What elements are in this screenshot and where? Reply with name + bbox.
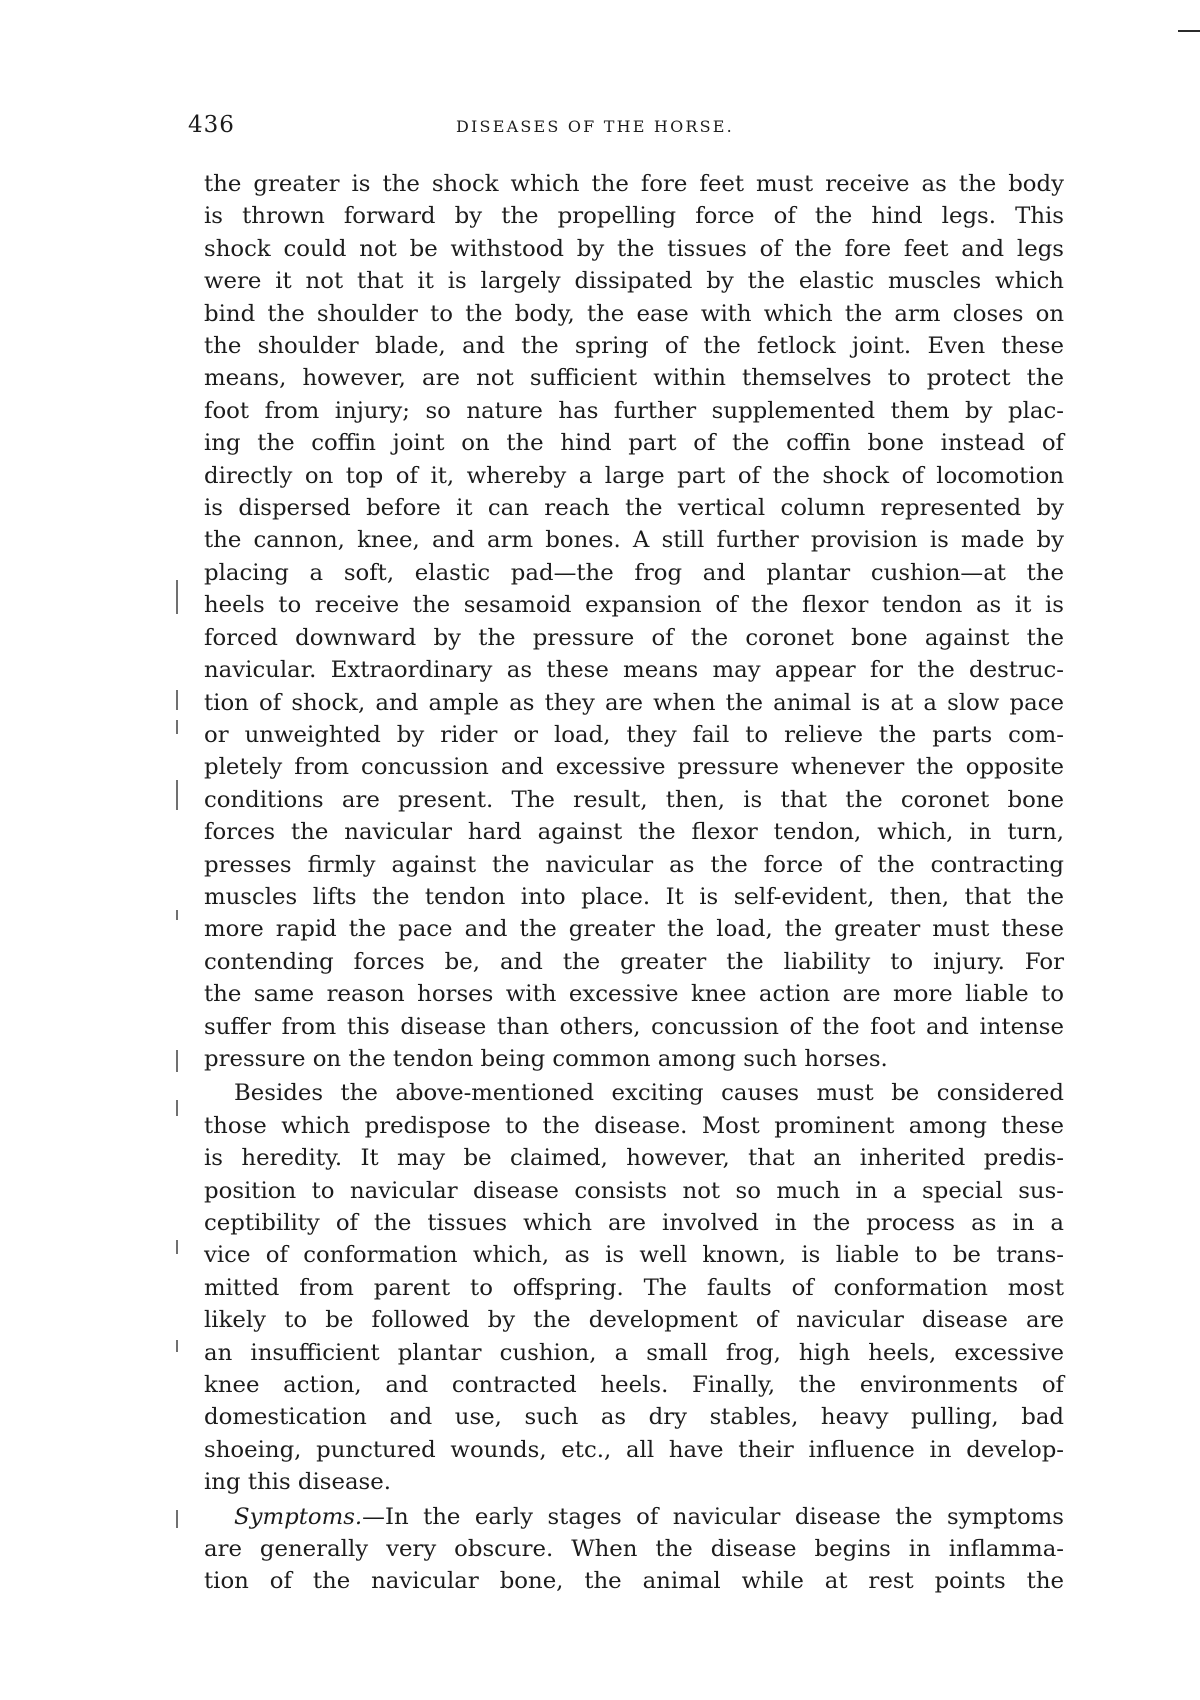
text-line: ing the coffin joint on the hind part of the coffin bone instead of	[204, 430, 1064, 457]
text-line: the cannon, knee, and arm bones. A still further provision is made by	[204, 527, 1064, 554]
page-number: 436	[188, 112, 235, 138]
text-line: suffer from this disease than others, concussion of the foot and intense	[204, 1013, 1064, 1040]
paragraph-2	[204, 1077, 1064, 1498]
page-header	[188, 110, 1066, 146]
text-line: an insufficient plantar cushion, a small frog, high heels, excessive	[204, 1339, 1064, 1366]
text-line: means, however, are not sufficient within themselves to protect the	[204, 365, 1064, 392]
text-line: muscles lifts the tendon into place. It is self-evident, then, that the	[204, 883, 1064, 910]
text-line: shoeing, punctured wounds, etc., all have their influence in develop-	[204, 1436, 1064, 1463]
text-line: is thrown forward by the propelling force of the hind legs. This	[204, 203, 1064, 230]
text-line: more rapid the pace and the greater the load, the greater must these	[204, 916, 1064, 943]
text-line	[204, 1501, 1064, 1533]
text-line: navicular. Extraordinary as these means may appear for the destruc-	[204, 657, 1064, 684]
text-line: foot from injury; so nature has further supplemented them by plac-	[204, 397, 1064, 424]
paragraph-3	[204, 1501, 1064, 1598]
text-line: are generally very obscure. When the disease begins in inflamma-	[204, 1536, 1064, 1563]
text-line: were it not that it is largely dissipated by the elastic muscles which	[204, 268, 1064, 295]
margin-speck	[176, 580, 178, 614]
text-line: bind the shoulder to the body, the ease with which the arm closes on	[204, 300, 1064, 327]
margin-speck	[176, 690, 178, 710]
text-line: contending forces be, and the greater the liability to injury. For	[204, 948, 1064, 975]
margin-scan-marks	[176, 580, 180, 1700]
scan-edge-mark	[1178, 30, 1200, 32]
margin-speck	[176, 1510, 178, 1528]
text-line: pletely from concussion and excessive pressure whenever the opposite	[204, 754, 1064, 781]
text-line: the same reason horses with excessive knee action are more liable to	[204, 981, 1064, 1008]
text-line: tion of shock, and ample as they are when the animal is at a slow pace	[204, 689, 1064, 716]
paragraph-1	[204, 168, 1064, 1075]
text-line: ing this disease.	[204, 1469, 391, 1496]
section-heading-symptoms: Symptoms.	[234, 1503, 363, 1530]
text-line: domestication and use, such as dry stables, heavy pulling, bad	[204, 1404, 1064, 1431]
text-line: is dispersed before it can reach the vertical column represented by	[204, 495, 1064, 522]
running-head: DISEASES OF THE HORSE.	[456, 117, 734, 136]
text-line: or unweighted by rider or load, they fail to relieve the parts com-	[204, 721, 1064, 748]
text-line: pressure on the tendon being common among such horses.	[204, 1045, 888, 1072]
margin-speck	[176, 1050, 178, 1072]
text-line: heels to receive the sesamoid expansion of the flexor tendon as it is	[204, 592, 1064, 619]
text-line: Besides the above-mentioned exciting causes must be considered	[234, 1080, 1064, 1107]
text-line: vice of conformation which, as is well known, is liable to be trans-	[204, 1242, 1064, 1269]
margin-speck	[176, 1100, 178, 1116]
margin-speck	[176, 910, 178, 920]
margin-speck	[176, 1240, 178, 1254]
text-line: placing a soft, elastic pad—the frog and plantar cushion—at the	[204, 559, 1064, 586]
text-line: the greater is the shock which the fore feet must receive as the body	[204, 171, 1064, 197]
text-line: forces the navicular hard against the flexor tendon, which, in turn,	[204, 819, 1064, 846]
margin-speck	[176, 720, 178, 734]
text-line: ceptibility of the tissues which are involved in the process as in a	[204, 1210, 1064, 1236]
text-line: is heredity. It may be claimed, however, that an inherited predis-	[204, 1145, 1064, 1172]
text-line: knee action, and contracted heels. Finally, the environments of	[204, 1372, 1064, 1399]
text-line: likely to be followed by the development of navicular disease are	[204, 1307, 1064, 1334]
margin-speck	[176, 1340, 178, 1352]
text-line: directly on top of it, whereby a large part of the shock of locomotion	[204, 462, 1064, 489]
text-line: forced downward by the pressure of the coronet bone against the	[204, 624, 1064, 651]
text-line: presses firmly against the navicular as the force of the contracting	[204, 851, 1064, 878]
text-line: conditions are present. The result, then, is that the coronet bone	[204, 786, 1064, 813]
text-line: mitted from parent to offspring. The faults of conformation most	[204, 1274, 1064, 1301]
text-line-rest: —In the early stages of navicular disease the symptoms	[362, 1503, 1064, 1530]
text-line: tion of the navicular bone, the animal while at rest points the	[204, 1568, 1064, 1595]
text-line: position to navicular disease consists not so much in a special sus-	[204, 1177, 1064, 1204]
text-line: the shoulder blade, and the spring of the fetlock joint. Even these	[204, 333, 1064, 360]
margin-speck	[176, 780, 178, 810]
body-text	[204, 168, 1064, 1598]
text-line: those which predispose to the disease. Most prominent among these	[204, 1112, 1064, 1139]
text-line: shock could not be withstood by the tissues of the fore feet and legs	[204, 235, 1064, 262]
